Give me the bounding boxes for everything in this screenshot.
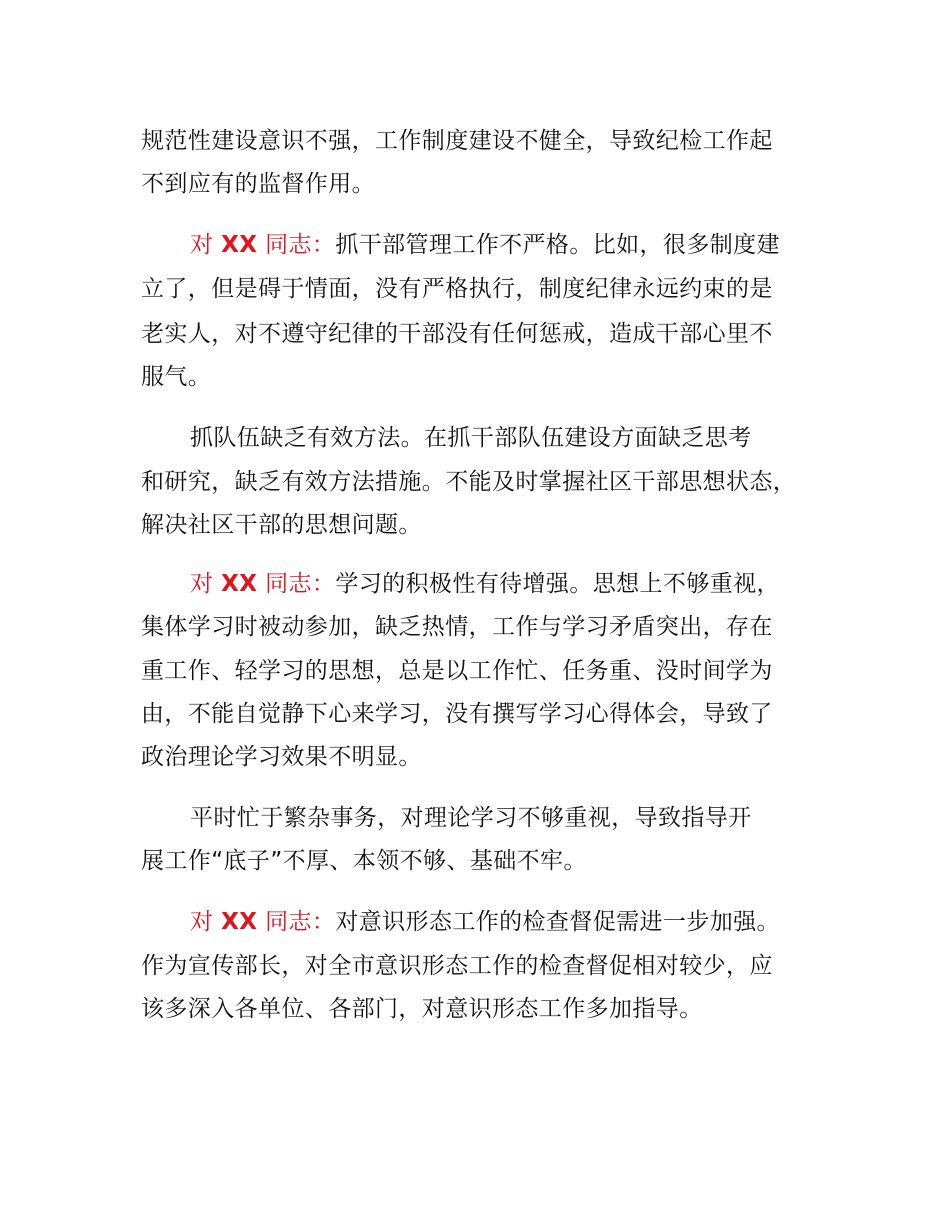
paragraph-2-line-2: 立了，但是碍于情面，没有严格执行，制度纪律永远约束的是	[141, 276, 773, 302]
paragraph-1-line-2: 不到应有的监督作用。	[141, 171, 375, 197]
speaker-label	[190, 909, 335, 935]
speaker-label	[190, 232, 335, 258]
paragraph-6-line-3: 该多深入各单位、各部门，对意识形态工作多加指导。	[141, 996, 703, 1022]
paragraph-6-line-2: 作为宣传部长，对全市意识形态工作的检查督促相对较少，应	[141, 953, 773, 979]
speaker-suffix: 同志：	[257, 909, 336, 935]
paragraph-4-line-1	[190, 568, 780, 600]
paragraph-1-line-1: 规范性建设意识不强，工作制度建设不健全，导致纪检工作起	[141, 128, 773, 154]
paragraph-4-line-3: 重工作、轻学习的思想，总是以工作忙、任务重、没时间学为	[141, 658, 773, 684]
paragraph-2-line-1	[190, 229, 780, 261]
paragraph-3-line-2: 和研究，缺乏有效方法措施。不能及时掌握社区干部思想状态，	[141, 469, 797, 495]
paragraph-3-line-3: 解决社区干部的思想问题。	[141, 512, 422, 538]
speaker-name: XX	[221, 232, 258, 258]
speaker-prefix: 对	[190, 232, 222, 258]
speaker-prefix: 对	[190, 571, 222, 597]
speaker-name: XX	[221, 571, 258, 597]
paragraph-2-line-4: 服气。	[141, 364, 212, 390]
speaker-suffix: 同志：	[257, 232, 336, 258]
speaker-suffix: 同志：	[257, 571, 336, 597]
speaker-label	[190, 571, 335, 597]
paragraph-3-line-1: 抓队伍缺乏有效方法。在抓干部队伍建设方面缺乏思考	[190, 425, 752, 451]
paragraph-6-line-1	[190, 906, 780, 938]
paragraph-4-text: 学习的积极性有待增强。思想上不够重视，	[335, 571, 780, 597]
paragraph-6-text: 对意识形态工作的检查督促需进一步加强。	[335, 909, 780, 935]
paragraph-4-line-4: 由，不能自觉静下心来学习，没有撰写学习心得体会，导致了	[141, 701, 773, 727]
speaker-name: XX	[221, 909, 258, 935]
speaker-prefix: 对	[190, 909, 222, 935]
paragraph-4-line-5: 政治理论学习效果不明显。	[141, 744, 422, 770]
paragraph-4-line-2: 集体学习时被动参加，缺乏热情，工作与学习矛盾突出，存在	[141, 614, 773, 640]
paragraph-5-line-2: 展工作“底子”不厚、本领不够、基础不牢。	[141, 848, 587, 874]
paragraph-2-text: 抓干部管理工作不严格。比如，很多制度建	[335, 232, 780, 258]
paragraph-5-line-1: 平时忙于繁杂事务，对理论学习不够重视，导致指导开	[190, 805, 752, 831]
paragraph-2-line-3: 老实人，对不遵守纪律的干部没有任何惩戒，造成干部心里不	[141, 321, 773, 347]
